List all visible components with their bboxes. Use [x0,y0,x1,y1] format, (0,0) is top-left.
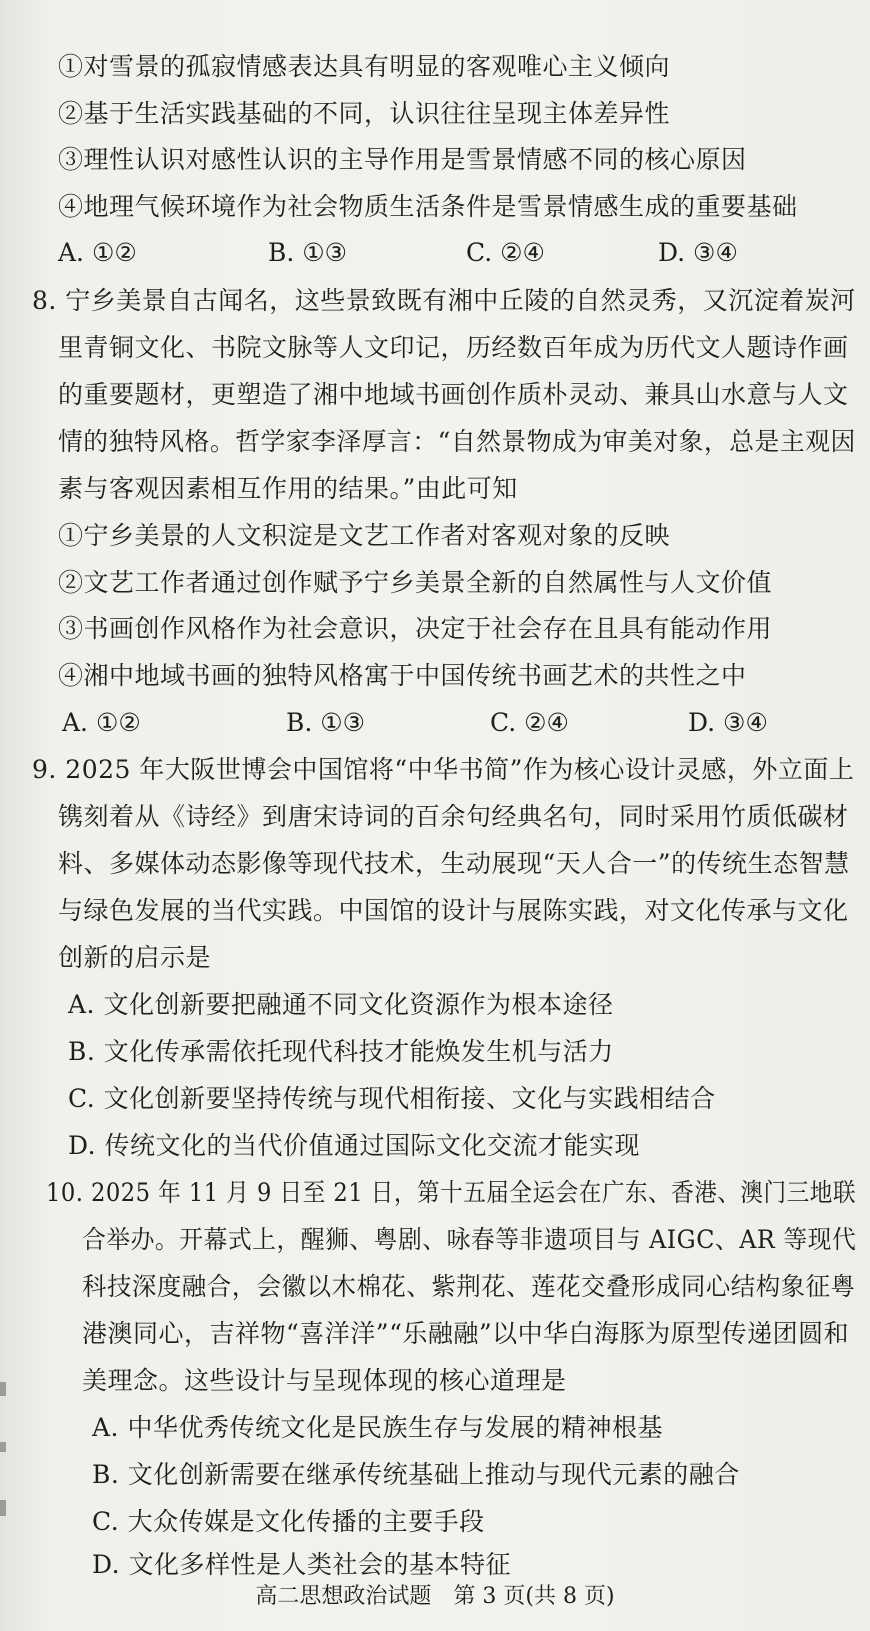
q9-option-a: A. 文化创新要把融通不同文化资源作为根本途径 [68,990,614,1019]
q8-option-b: B. ①③ [286,708,366,737]
q10-stem-line-3: 科技深度融合，会徽以木棉花、紫荆花、莲花交叠形成同心结构象征粤 [82,1272,856,1301]
q8-stem-line-1: 8. 宁乡美景自古闻名，这些景致既有湘中丘陵的自然灵秀，又沉淀着炭河 [32,286,856,315]
q10-option-b: B. 文化创新需要在继承传统基础上推动与现代元素的融合 [92,1460,740,1489]
q8-stem-line-3: 的重要题材，更塑造了湘中地域书画创作质朴灵动、兼具山水意与人文 [58,380,849,409]
q7-statement-1: ①对雪景的孤寂情感表达具有明显的客观唯心主义倾向 [58,52,671,81]
q9-stem-line-3: 料、多媒体动态影像等现代技术，生动展现“天人合一”的传统生态智慧 [58,849,850,878]
q8-statement-2: ②文艺工作者通过创作赋予宁乡美景全新的自然属性与人文价值 [58,568,773,597]
q8-stem-line-5: 素与客观因素相互作用的结果。”由此可知 [58,474,518,503]
q10-stem-line-2: 合举办。开幕式上，醒狮、粤剧、咏春等非遗项目与 AIGC、AR 等现代 [82,1225,857,1254]
q9-stem-line-1: 9. 2025 年大阪世博会中国馆将“中华书简”作为核心设计灵感，外立面上 [32,755,855,784]
q10-stem-line-5: 美理念。这些设计与呈现体现的核心道理是 [82,1366,567,1395]
binding-mark [0,1500,6,1516]
q9-option-d: D. 传统文化的当代价值通过国际文化交流才能实现 [68,1131,641,1160]
q8-stem-line-4: 情的独特风格。哲学家李泽厚言：“自然景物成为审美对象，总是主观因 [58,427,856,456]
q8-stem-line-2: 里青铜文化、书院文脉等人文印记，历经数百年成为历代文人题诗作画 [58,333,849,362]
q10-option-a: A. 中华优秀传统文化是民族生存与发展的精神根基 [92,1413,663,1442]
q8-option-d: D. ③④ [688,708,768,737]
q10-stem-line-4: 港澳同心，吉祥物“喜洋洋”“乐融融”以中华白海豚为原型传递团圆和 [82,1319,850,1348]
q7-statement-3: ③理性认识对感性认识的主导作用是雪景情感不同的核心原因 [58,145,747,174]
q7-option-c: C. ②④ [466,238,545,267]
q9-option-b: B. 文化传承需依托现代科技才能焕发生机与活力 [68,1037,614,1066]
q7-option-d: D. ③④ [658,238,738,267]
q7-option-b: B. ①③ [268,238,348,267]
q9-option-c: C. 文化创新要坚持传统与现代相衔接、文化与实践相结合 [68,1084,716,1113]
q9-stem-line-2: 镌刻着从《诗经》到唐宋诗词的百余句经典名句，同时采用竹质低碳材 [58,802,849,831]
page-footer: 高二思想政治试题 第 3 页(共 8 页) [255,1584,615,1609]
q8-statement-3: ③书画创作风格作为社会意识，决定于社会存在且具有能动作用 [58,614,773,643]
q9-stem-line-5: 创新的启示是 [58,943,212,972]
q10-option-c: C. 大众传媒是文化传播的主要手段 [92,1507,485,1536]
q7-statement-4: ④地理气候环境作为社会物质生活条件是雪景情感生成的重要基础 [58,192,798,221]
binding-mark [0,1442,6,1452]
q8-statement-4: ④湘中地域书画的独特风格寓于中国传统书画艺术的共性之中 [58,661,747,690]
q8-statement-1: ①宁乡美景的人文积淀是文艺工作者对客观对象的反映 [58,521,671,550]
q8-options [62,708,822,738]
q8-option-c: C. ②④ [490,708,569,737]
q8-option-a: A. ①② [62,708,141,737]
binding-mark [0,1382,6,1396]
q10-stem-line-1: 10. 2025 年 11 月 9 日至 21 日，第十五届全运会在广东、香港、澳门三地联 [46,1178,856,1207]
q10-option-d: D. 文化多样性是人类社会的基本特征 [92,1550,512,1579]
q7-option-a: A. ①② [58,238,137,267]
q7-statement-2: ②基于生活实践基础的不同，认识往往呈现主体差异性 [58,99,671,128]
q9-stem-line-4: 与绿色发展的当代实践。中国馆的设计与展陈实践，对文化传承与文化 [58,896,849,925]
q7-options [58,238,818,268]
